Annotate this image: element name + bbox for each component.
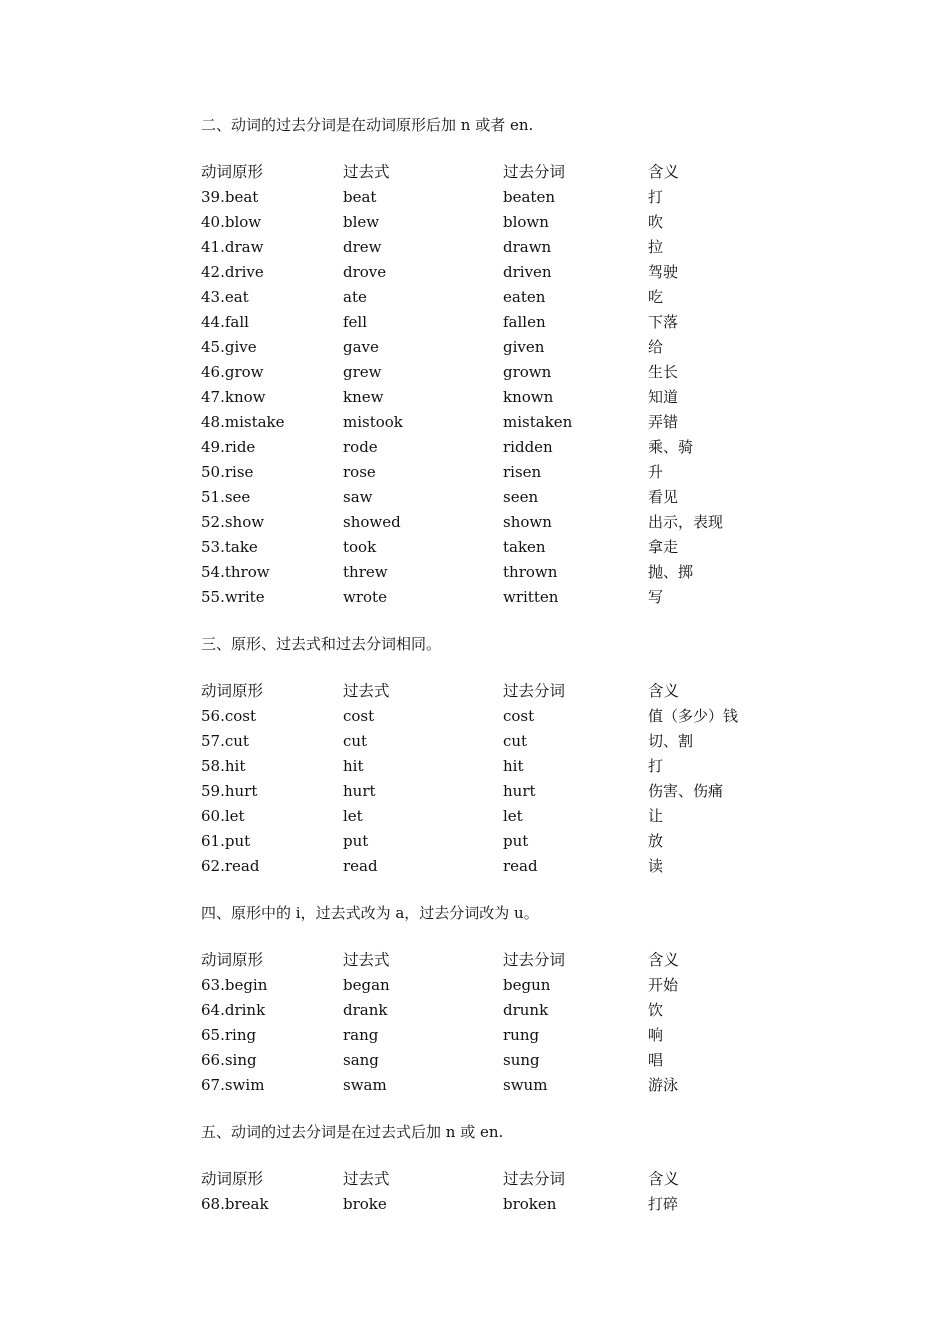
table-row xyxy=(201,385,841,410)
meaning-cell: 吹 xyxy=(648,213,664,231)
past-tense-cell: let xyxy=(343,807,363,825)
table-row xyxy=(201,210,841,235)
base-form-cell: 43.eat xyxy=(201,288,249,306)
base-form-cell: 68.break xyxy=(201,1195,269,1213)
verb-section xyxy=(201,901,841,1098)
section-heading: 二、动词的过去分词是在动词原形后加 n 或者 en. xyxy=(201,116,534,134)
verb-table xyxy=(201,1167,841,1217)
header-base-form: 动词原形 xyxy=(201,163,264,181)
header-past-tense: 过去式 xyxy=(343,163,390,181)
table-row xyxy=(201,460,841,485)
table-row xyxy=(201,360,841,385)
base-form-cell: 60.let xyxy=(201,807,245,825)
base-form-cell: 64.drink xyxy=(201,1001,266,1019)
past-tense-cell: fell xyxy=(343,313,368,331)
base-form-cell: 46.grow xyxy=(201,363,264,381)
past-participle-cell: fallen xyxy=(503,313,546,331)
header-past-tense: 过去式 xyxy=(343,951,390,969)
verb-section xyxy=(201,113,841,610)
base-form-cell: 58.hit xyxy=(201,757,246,775)
past-tense-cell: saw xyxy=(343,488,373,506)
past-participle-cell: put xyxy=(503,832,529,850)
past-participle-cell: read xyxy=(503,857,538,875)
table-header-row xyxy=(201,1167,841,1192)
base-form-cell: 44.fall xyxy=(201,313,249,331)
past-participle-cell: driven xyxy=(503,263,552,281)
past-tense-cell: rang xyxy=(343,1026,379,1044)
meaning-cell: 知道 xyxy=(648,388,679,406)
past-participle-cell: hurt xyxy=(503,782,536,800)
base-form-cell: 48.mistake xyxy=(201,413,285,431)
table-header-row xyxy=(201,948,841,973)
meaning-cell: 打碎 xyxy=(648,1195,679,1213)
base-form-cell: 40.blow xyxy=(201,213,262,231)
table-row xyxy=(201,1192,841,1217)
table-row xyxy=(201,310,841,335)
base-form-cell: 52.show xyxy=(201,513,265,531)
meaning-cell: 让 xyxy=(648,807,664,825)
table-row xyxy=(201,729,841,754)
past-participle-cell: seen xyxy=(503,488,539,506)
meaning-cell: 写 xyxy=(648,588,664,606)
past-participle-cell: risen xyxy=(503,463,542,481)
meaning-cell: 拿走 xyxy=(648,538,679,556)
verb-table xyxy=(201,679,841,879)
past-participle-cell: mistaken xyxy=(503,413,573,431)
verb-section xyxy=(201,1120,841,1217)
header-past-tense: 过去式 xyxy=(343,682,390,700)
table-row xyxy=(201,1048,841,1073)
document-body xyxy=(201,113,841,1239)
header-meaning: 含义 xyxy=(648,1170,680,1188)
header-base-form: 动词原形 xyxy=(201,682,264,700)
meaning-cell: 伤害、伤痛 xyxy=(648,782,724,800)
past-tense-cell: showed xyxy=(343,513,401,531)
meaning-cell: 游泳 xyxy=(648,1076,679,1094)
table-row xyxy=(201,285,841,310)
past-tense-cell: gave xyxy=(343,338,379,356)
table-row xyxy=(201,260,841,285)
header-base-form: 动词原形 xyxy=(201,1170,264,1188)
header-past-participle: 过去分词 xyxy=(503,951,566,969)
table-row xyxy=(201,754,841,779)
past-tense-cell: took xyxy=(343,538,377,556)
meaning-cell: 下落 xyxy=(648,313,679,331)
past-participle-cell: ridden xyxy=(503,438,553,456)
base-form-cell: 45.give xyxy=(201,338,257,356)
past-participle-cell: broken xyxy=(503,1195,557,1213)
past-participle-cell: cut xyxy=(503,732,528,750)
past-participle-cell: let xyxy=(503,807,523,825)
base-form-cell: 50.rise xyxy=(201,463,254,481)
past-participle-cell: shown xyxy=(503,513,552,531)
meaning-cell: 打 xyxy=(648,188,664,206)
table-row xyxy=(201,535,841,560)
meaning-cell: 升 xyxy=(648,463,664,481)
past-tense-cell: beat xyxy=(343,188,377,206)
past-participle-cell: drunk xyxy=(503,1001,549,1019)
verb-section xyxy=(201,632,841,879)
past-tense-cell: ate xyxy=(343,288,367,306)
table-row xyxy=(201,410,841,435)
base-form-cell: 51.see xyxy=(201,488,251,506)
base-form-cell: 59.hurt xyxy=(201,782,258,800)
past-tense-cell: blew xyxy=(343,213,380,231)
meaning-cell: 切、割 xyxy=(648,732,694,750)
table-header-row xyxy=(201,679,841,704)
base-form-cell: 56.cost xyxy=(201,707,257,725)
past-participle-cell: sung xyxy=(503,1051,540,1069)
past-tense-cell: hit xyxy=(343,757,364,775)
past-participle-cell: taken xyxy=(503,538,546,556)
section-heading: 五、动词的过去分词是在过去式后加 n 或 en. xyxy=(201,1123,504,1141)
table-row xyxy=(201,1073,841,1098)
past-tense-cell: read xyxy=(343,857,378,875)
table-row xyxy=(201,998,841,1023)
table-row xyxy=(201,485,841,510)
base-form-cell: 49.ride xyxy=(201,438,256,456)
meaning-cell: 放 xyxy=(648,832,664,850)
meaning-cell: 唱 xyxy=(648,1051,664,1069)
base-form-cell: 57.cut xyxy=(201,732,249,750)
past-participle-cell: eaten xyxy=(503,288,546,306)
base-form-cell: 62.read xyxy=(201,857,260,875)
meaning-cell: 饮 xyxy=(648,1001,664,1019)
meaning-cell: 拉 xyxy=(648,238,664,256)
table-row xyxy=(201,585,841,610)
header-base-form: 动词原形 xyxy=(201,951,264,969)
meaning-cell: 开始 xyxy=(648,976,679,994)
base-form-cell: 47.know xyxy=(201,388,266,406)
table-row xyxy=(201,829,841,854)
past-tense-cell: drove xyxy=(343,263,387,281)
header-meaning: 含义 xyxy=(648,682,680,700)
table-row xyxy=(201,435,841,460)
past-tense-cell: rose xyxy=(343,463,376,481)
table-row xyxy=(201,804,841,829)
past-participle-cell: thrown xyxy=(503,563,558,581)
past-participle-cell: cost xyxy=(503,707,535,725)
header-past-participle: 过去分词 xyxy=(503,163,566,181)
base-form-cell: 65.ring xyxy=(201,1026,257,1044)
base-form-cell: 53.take xyxy=(201,538,258,556)
base-form-cell: 54.throw xyxy=(201,563,270,581)
table-row xyxy=(201,854,841,879)
meaning-cell: 抛、掷 xyxy=(648,563,694,581)
base-form-cell: 42.drive xyxy=(201,263,264,281)
past-tense-cell: broke xyxy=(343,1195,387,1213)
past-participle-cell: rung xyxy=(503,1026,540,1044)
meaning-cell: 看见 xyxy=(648,488,679,506)
past-tense-cell: cut xyxy=(343,732,368,750)
table-row xyxy=(201,973,841,998)
header-past-tense: 过去式 xyxy=(343,1170,390,1188)
past-participle-cell: grown xyxy=(503,363,552,381)
past-participle-cell: hit xyxy=(503,757,524,775)
base-form-cell: 67.swim xyxy=(201,1076,265,1094)
past-tense-cell: drank xyxy=(343,1001,388,1019)
table-row xyxy=(201,510,841,535)
meaning-cell: 弄错 xyxy=(648,413,679,431)
header-meaning: 含义 xyxy=(648,163,680,181)
past-tense-cell: swam xyxy=(343,1076,387,1094)
meaning-cell: 乘、骑 xyxy=(648,438,694,456)
verb-table xyxy=(201,948,841,1098)
base-form-cell: 39.beat xyxy=(201,188,259,206)
table-row xyxy=(201,185,841,210)
past-participle-cell: begun xyxy=(503,976,551,994)
meaning-cell: 给 xyxy=(648,338,664,356)
past-tense-cell: hurt xyxy=(343,782,376,800)
past-tense-cell: threw xyxy=(343,563,388,581)
base-form-cell: 41.draw xyxy=(201,238,264,256)
past-tense-cell: drew xyxy=(343,238,382,256)
base-form-cell: 61.put xyxy=(201,832,251,850)
past-tense-cell: put xyxy=(343,832,369,850)
base-form-cell: 66.sing xyxy=(201,1051,257,1069)
header-past-participle: 过去分词 xyxy=(503,1170,566,1188)
base-form-cell: 63.begin xyxy=(201,976,268,994)
past-tense-cell: knew xyxy=(343,388,384,406)
meaning-cell: 生长 xyxy=(648,363,679,381)
meaning-cell: 出示，表现 xyxy=(648,513,724,531)
table-row xyxy=(201,704,841,729)
table-row xyxy=(201,335,841,360)
past-tense-cell: sang xyxy=(343,1051,379,1069)
past-tense-cell: mistook xyxy=(343,413,403,431)
meaning-cell: 驾驶 xyxy=(648,263,679,281)
section-heading: 四、原形中的 i，过去式改为 a，过去分词改为 u。 xyxy=(201,904,539,922)
past-participle-cell: beaten xyxy=(503,188,555,206)
table-row xyxy=(201,235,841,260)
table-row xyxy=(201,779,841,804)
verb-table xyxy=(201,160,841,610)
base-form-cell: 55.write xyxy=(201,588,265,606)
meaning-cell: 打 xyxy=(648,757,664,775)
past-participle-cell: swum xyxy=(503,1076,548,1094)
meaning-cell: 吃 xyxy=(648,288,664,306)
past-participle-cell: blown xyxy=(503,213,549,231)
past-tense-cell: rode xyxy=(343,438,378,456)
meaning-cell: 响 xyxy=(648,1026,664,1044)
meaning-cell: 读 xyxy=(648,857,664,875)
header-meaning: 含义 xyxy=(648,951,680,969)
past-tense-cell: grew xyxy=(343,363,382,381)
past-participle-cell: known xyxy=(503,388,554,406)
table-row xyxy=(201,1023,841,1048)
past-tense-cell: began xyxy=(343,976,390,994)
past-participle-cell: drawn xyxy=(503,238,552,256)
past-participle-cell: written xyxy=(503,588,559,606)
past-tense-cell: cost xyxy=(343,707,375,725)
meaning-cell: 值（多少）钱 xyxy=(648,707,739,725)
table-row xyxy=(201,560,841,585)
section-heading: 三、原形、过去式和过去分词相同。 xyxy=(201,635,442,653)
table-header-row xyxy=(201,160,841,185)
past-tense-cell: wrote xyxy=(343,588,387,606)
past-participle-cell: given xyxy=(503,338,545,356)
header-past-participle: 过去分词 xyxy=(503,682,566,700)
